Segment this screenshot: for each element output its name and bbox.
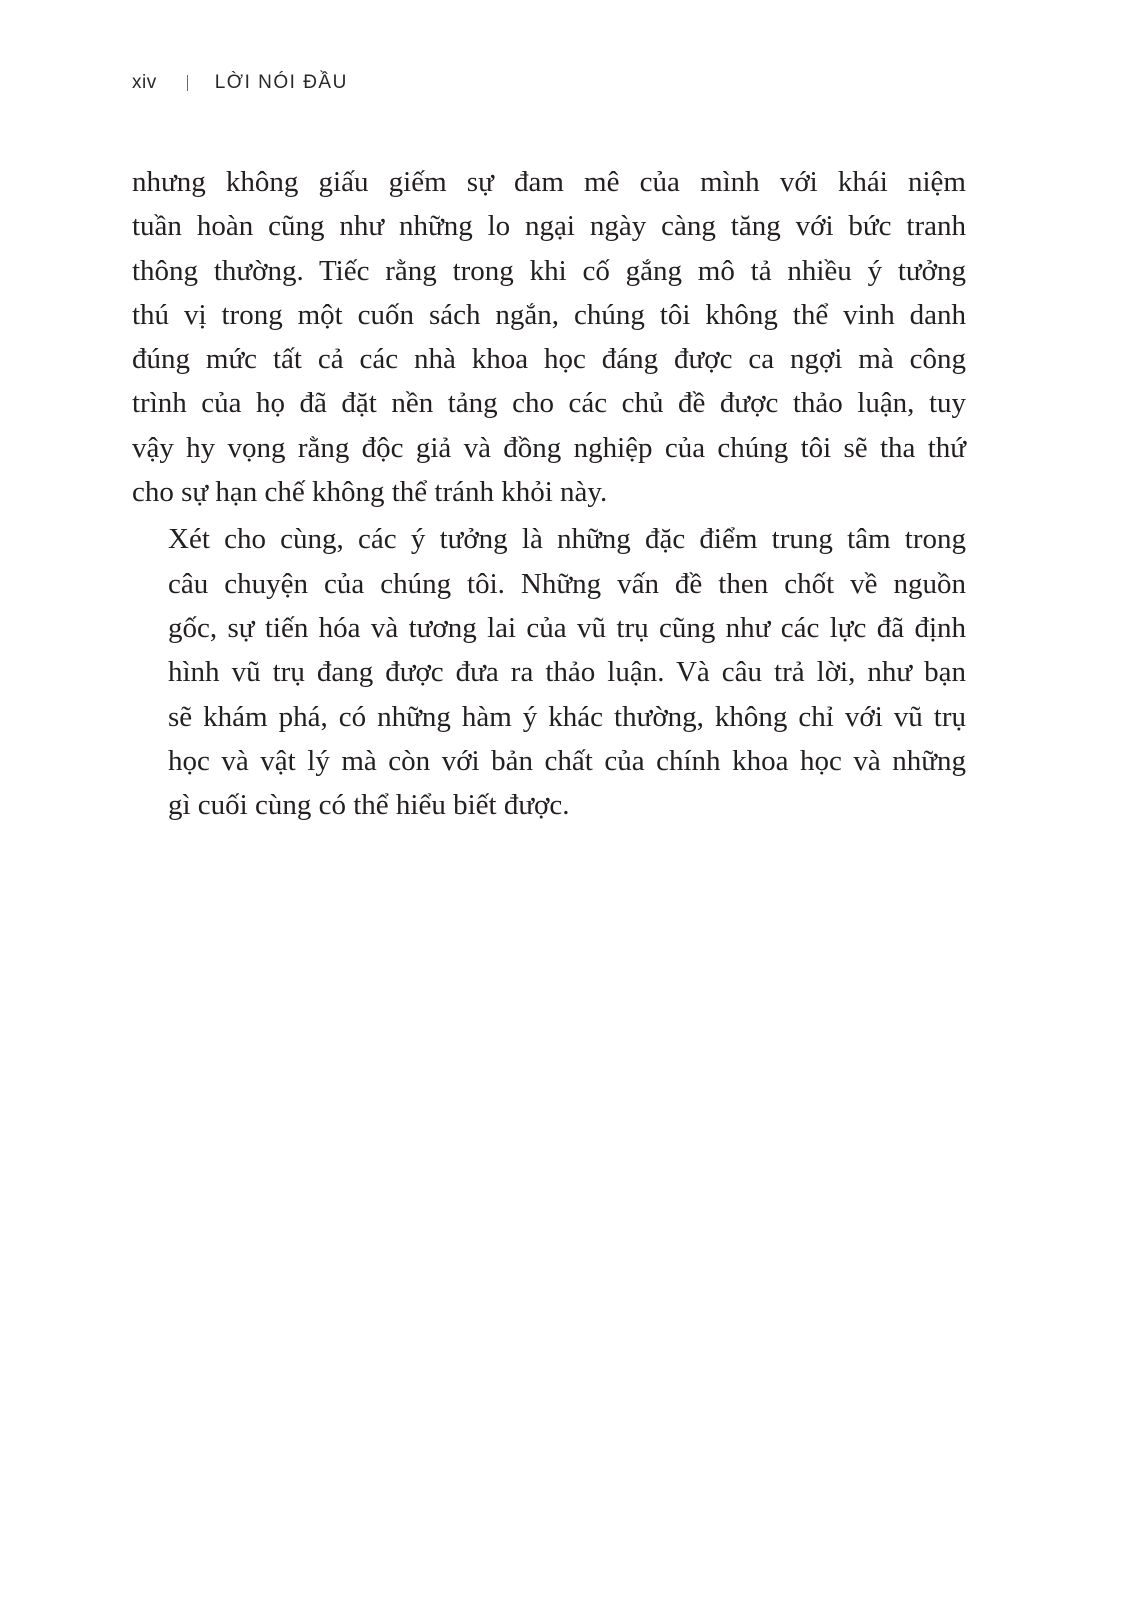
text-line: Xét cho cùng, các ý tưởng là những đặc điểm trung tâm trong bbox=[168, 523, 966, 556]
header-divider bbox=[187, 75, 188, 91]
body-text bbox=[132, 160, 966, 827]
text-line: sẽ khám phá, có những hàm ý khác thường, không chỉ với vũ trụ bbox=[168, 700, 966, 733]
text-line: học và vật lý mà còn với bản chất của chính khoa học và những bbox=[168, 744, 966, 777]
text-line: gốc, sự tiến hóa và tương lai của vũ trụ cũng như các lực đã định bbox=[168, 611, 966, 644]
text-line: đúng mức tất cả các nhà khoa học đáng được ca ngợi mà công bbox=[132, 343, 966, 376]
text-line: thông thường. Tiếc rằng trong khi cố gắng mô tả nhiều ý tưởng bbox=[132, 254, 966, 287]
section-title: LỜI NÓI ĐẦU bbox=[214, 72, 348, 93]
text-line: gì cuối cùng có thể hiểu biết được. bbox=[168, 789, 570, 822]
paragraph-continued bbox=[132, 160, 966, 514]
text-line: tuần hoàn cũng như những lo ngại ngày càng tăng với bức tranh bbox=[132, 210, 966, 243]
text-line: thú vị trong một cuốn sách ngắn, chúng tôi không thể vinh danh bbox=[132, 298, 966, 331]
running-header bbox=[132, 70, 348, 96]
paragraph bbox=[132, 517, 966, 827]
text-line: nhưng không giấu giếm sự đam mê của mình với khái niệm bbox=[132, 166, 966, 198]
text-line: cho sự hạn chế không thể tránh khỏi này. bbox=[132, 476, 608, 509]
text-line: câu chuyện của chúng tôi. Những vấn đề then chốt về nguồn bbox=[168, 567, 966, 600]
text-line: hình vũ trụ đang được đưa ra thảo luận. Và câu trả lời, như bạn bbox=[168, 656, 966, 689]
text-line: trình của họ đã đặt nền tảng cho các chủ đề được thảo luận, tuy bbox=[132, 387, 966, 420]
text-line: vậy hy vọng rằng độc giả và đồng nghiệp của chúng tôi sẽ tha thứ bbox=[132, 431, 966, 464]
page-number: xiv bbox=[132, 72, 157, 93]
